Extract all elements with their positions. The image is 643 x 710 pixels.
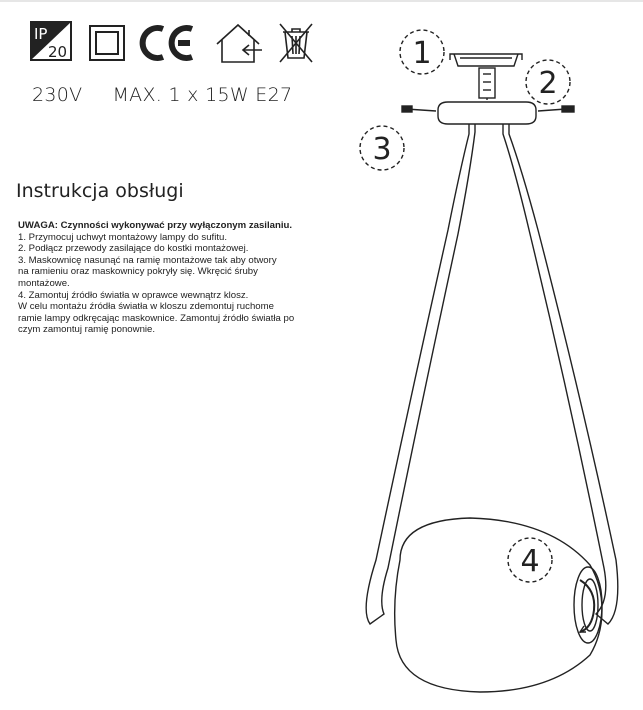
electrical-spec <box>32 84 292 106</box>
instruction-line: W celu montażu źródła światła w kloszu zdemontuj ruchome <box>18 301 274 313</box>
instruction-line: na ramieniu oraz maskownicy pokryły się. Wkręcić śruby <box>18 266 258 278</box>
top-divider <box>0 0 643 2</box>
instruction-line: czym zamontuj ramię ponownie. <box>18 324 156 336</box>
terminal-block <box>479 68 495 100</box>
ip20-icon <box>31 22 71 61</box>
callout-label-4: 4 <box>520 544 540 579</box>
instruction-line: ramie lampy odkręcając maskownice. Zamontuj źródło światła po <box>18 312 295 324</box>
instructions-block <box>18 220 363 336</box>
voltage-text: 230V <box>32 84 83 106</box>
class-ii-double-square-icon <box>90 26 124 60</box>
instruction-line: montażowe. <box>18 277 70 289</box>
ip-prefix-text: IP <box>34 25 48 43</box>
fixing-screws <box>402 106 574 112</box>
callout-label-1: 1 <box>412 36 432 71</box>
instruction-line: 1. Przymocuj uchwyt montażowy lampy do sufitu. <box>18 231 228 243</box>
lamp-assembly-diagram <box>340 20 643 710</box>
weee-crossed-bin-icon <box>280 24 312 62</box>
power-text: MAX. 1 x 15W E27 <box>112 84 293 106</box>
ip-rating-text: 20 <box>48 43 68 61</box>
instruction-line: 2. Podłącz przewody zasilające do kostki montażowej. <box>18 243 249 255</box>
manual-title: Instrukcja obsługi <box>16 180 184 202</box>
warning-text: UWAGA: Czynności wykonywać przy wyłączonym zasilaniu. <box>18 220 293 231</box>
mounting-arm <box>366 124 618 624</box>
mounting-bracket <box>450 54 522 66</box>
ce-mark-icon <box>143 28 192 58</box>
instruction-line: 3. Maskownicę nasunąć na ramię montażowe tak aby otwory <box>18 254 277 266</box>
glass-shade <box>395 518 602 692</box>
ceiling-canopy <box>438 102 536 124</box>
callout-label-2: 2 <box>538 66 558 101</box>
certification-symbols <box>30 20 330 70</box>
instruction-line: 4. Zamontuj źródło światła w oprawce wewnątrz klosz. <box>18 289 249 301</box>
callout-label-3: 3 <box>372 132 392 167</box>
indoor-use-house-icon <box>217 25 262 62</box>
